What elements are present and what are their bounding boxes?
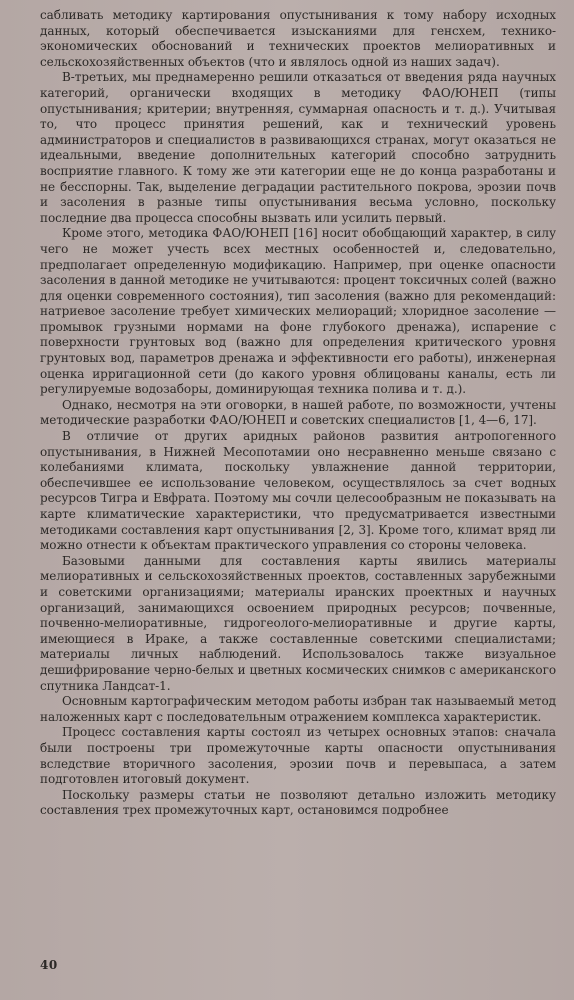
paragraph-process: Процесс составления карты состоял из четырех основных этапов: сначала были построены три промежуточные карты опасности опустынивания вследствие вторичного засоления, эрозии почв и перевыпаса, а затем подготовлен итоговый документ. [40,725,556,787]
paragraph-final: Поскольку размеры статьи не позволяют детально изложить методику составления трех промежуточных карт, остановимся подробнее [40,787,556,818]
paragraph-climate: В отличие от других аридных районов развития антропогенного опустынивания, в Нижней Месопотамии оно несравненно меньше связано с колебаниями климата, поскольку увлажнение данной территории, обеспечившее ее использование человеком, осуществлялось за счет водных ресурсов Тигра и Евфрата. Поэтому мы сочли целесообразным не показывать на карте климатические характеристики, что предусматривается известными методиками составления карт опустынивания [2, 3]. Кроме того, климат вряд ли можно отнести к объектам практического управления со стороны человека. [40,429,556,553]
paragraph-however: Однако, несмотря на эти оговорки, в нашей работе, по возможности, учтены методические разработки ФАО/ЮНЕП и советских специалистов [1, 4—6, 17]. [40,397,556,428]
paragraph-fao-method: Кроме этого, методика ФАО/ЮНЕП [16] носит обобщающий характер, в силу чего не может учесть всех местных особенностей и, следовательно, предполагает определенную модификацию. Например, при оценке опасности засоления в данной методике не учитываются: процент токсичных солей (важно для оценки современного состояния), тип засоления (важно для рекомендаций: натриевое засоление требует химических мелиораций; хлоридное засоление — промывок грузными нормами на фоне глубокого дренажа), испарение с поверхности грунтовых вод (важно для определения критического уровня грунтовых вод, параметров дренажа и эффективности его работы), инженерная оценка ирригационной сети (до какого уровня облицованы каналы, есть ли регулируемые водозаборы, доминирующая техника полива и т. д.). [40,226,556,397]
paragraph-base-data: Базовыми данными для составления карты явились материалы мелиоративных и сельскохозяйственных проектов, составленных зарубежными и советскими организациями; материалы иранских проектных и научных организаций, занимающихся освоением природных ресурсов; почвенные, почвенно-мелиоративные, гидрогеолого-мелиоративные и другие карты, имеющиеся в Ираке, а также составленные советскими специалистами; материалы личных наблюдений. Использовалось также визуальное дешифрирование черно-белых и цветных космических снимков с американского спутника Ландсат-1. [40,553,556,693]
paragraph-continued: сабливать методику картирования опустынивания к тому набору исходных данных, который обеспечивается изысканиями для генсхем, технико-экономических обоснований и технических проектов мелиоративных и сельскохозяйственных объектов (что и являлось одной из наших задач). [40,8,556,69]
page-number: 40 [40,958,58,972]
paragraph-method: Основным картографическим методом работы избран так называемый метод наложенных карт с последовательным отражением комплекса характеристик. [40,694,556,724]
paragraph-thirdly: В-третьих, мы преднамеренно решили отказаться от введения ряда научных категорий, органически входящих в методику ФАО/ЮНЕП (типы опустынивания; критерии; внутренняя, суммарная опасность и т. д.). Учитывая то, что процесс принятия решений, как и технический уровень администраторов и специалистов в развивающихся странах, могут оказаться не идеальными, введение дополнительных категорий способно затруднить восприятие главного. К тому же эти категории еще не до конца разработаны и не бесспорны. Так, выделение деградации растительного покрова, эрозии почв и засоления в разные типы опустынивания весьма условно, поскольку последние два процесса способны вызвать или усилить первый. [40,70,556,225]
